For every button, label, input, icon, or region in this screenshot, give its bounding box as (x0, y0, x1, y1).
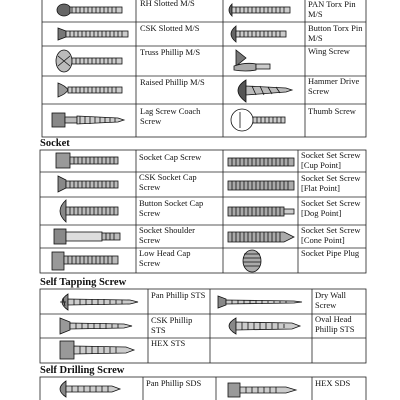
set-screw-dog-icon (228, 207, 294, 216)
oval-head-phillip-sts-icon (229, 318, 300, 334)
label-socket-shoulder: Socket Shoulder Screw (139, 225, 195, 245)
label-raised-phillip: Raised Phillip M/S (140, 77, 205, 87)
section-title-self-tapping: Self Tapping Screw (40, 277, 127, 288)
low-head-cap-screw-icon (52, 252, 118, 270)
button-socket-cap-screw-icon (60, 200, 118, 222)
set-screw-flat-icon (228, 181, 294, 190)
socket-cap-screw-icon (56, 153, 118, 168)
rh-slotted-screw-icon (57, 4, 122, 16)
label-rh-slotted: RH Slotted M/S (140, 0, 195, 8)
label-socket-cap: Socket Cap Screw (139, 152, 202, 162)
label-pan-phillip-sds: Pan Phillip SDS (146, 378, 202, 388)
pan-phillip-sds-icon (60, 381, 120, 397)
socket-pipe-plug-icon (243, 250, 261, 272)
label-truss-phillip: Truss Phillip M/S (140, 47, 201, 57)
label-csk-socket-cap: CSK Socket Cap Screw (139, 172, 197, 192)
label-thumb-screw: Thumb Screw (308, 106, 356, 116)
label-dry-wall-screw: Dry Wall Screw (315, 290, 347, 310)
section-title-self-drilling: Self Drilling Screw (40, 365, 125, 376)
lag-screw-icon (52, 113, 124, 127)
truss-phillip-screw-icon (56, 50, 122, 72)
hex-sds-icon (228, 383, 296, 397)
label-hex-sds: HEX SDS (315, 378, 351, 388)
label-csk-slotted: CSK Slotted M/S (140, 23, 200, 33)
label-wing-screw: Wing Screw (308, 46, 350, 56)
label-oval-head-phillip-sts: Oval Head Phillip STS (315, 314, 355, 334)
label-csk-phillip-sts: CSK Phillip STS (151, 315, 193, 335)
csk-slotted-screw-icon (58, 28, 128, 40)
label-lag-screw: Lag Screw Coach Screw (140, 106, 201, 126)
section-title-socket: Socket (40, 138, 70, 149)
wing-screw-icon (234, 50, 270, 71)
label-set-screw-dog: Socket Set Screw [Dog Point] (301, 198, 361, 218)
label-button-torx: Button Torx Pin M/S (308, 23, 363, 43)
hammer-drive-screw-icon (238, 80, 292, 102)
label-hex-sts: HEX STS (151, 338, 186, 348)
pan-phillip-sts-icon (60, 294, 138, 310)
csk-phillip-sts-icon (60, 318, 132, 334)
label-hammer-drive: Hammer Drive Screw (308, 76, 360, 96)
label-set-screw-cup: Socket Set Screw [Cup Point] (301, 150, 361, 170)
set-screw-cone-icon (228, 232, 294, 242)
button-torx-screw-icon (231, 26, 286, 42)
label-set-screw-cone: Socket Set Screw [Cone Point] (301, 225, 361, 245)
label-button-socket-cap: Button Socket Cap Screw (139, 198, 204, 218)
label-pan-torx: PAN Torx Pin M/S (308, 0, 356, 19)
socket-shoulder-screw-icon (54, 229, 120, 244)
label-low-head-cap: Low Head Cap Screw (139, 248, 191, 268)
thumb-screw-icon (231, 109, 285, 131)
pan-torx-screw-icon (229, 4, 290, 16)
dry-wall-screw-icon (218, 296, 302, 308)
label-set-screw-flat: Socket Set Screw [Flat Point] (301, 173, 361, 193)
raised-phillip-screw-icon (58, 83, 122, 97)
set-screw-cup-icon (228, 158, 294, 166)
csk-socket-cap-screw-icon (58, 176, 118, 192)
hex-sts-icon (60, 341, 134, 359)
label-pan-phillip-sts: Pan Phillip STS (151, 290, 206, 300)
label-socket-pipe-plug: Socket Pipe Plug (301, 248, 360, 258)
